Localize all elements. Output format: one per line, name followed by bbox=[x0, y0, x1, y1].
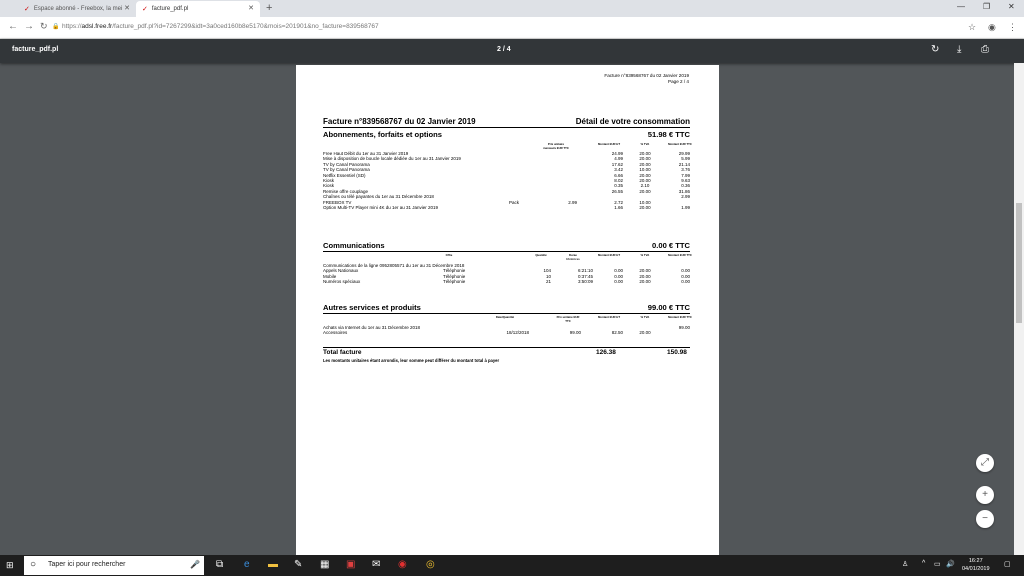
cell-label: Kiosk bbox=[323, 178, 335, 183]
section-total-communications: 0.00 € TTC bbox=[652, 241, 690, 250]
col-tva: % TVA bbox=[640, 315, 650, 319]
cell-tva: 20.00 bbox=[639, 330, 651, 336]
cell-ht: 3.42 bbox=[614, 167, 623, 173]
cell-ht: 82.50 bbox=[611, 330, 623, 336]
cell-ttc: 0.00 bbox=[681, 279, 690, 285]
cell-tva: 10.00 bbox=[639, 199, 651, 205]
cell-tva: 20.00 bbox=[639, 205, 651, 210]
table-row bbox=[323, 269, 690, 274]
cell-tva: 20.00 bbox=[639, 151, 651, 156]
close-icon[interactable]: ✕ bbox=[248, 5, 254, 12]
cell-ht: 0.00 bbox=[614, 279, 623, 285]
tab-strip bbox=[0, 0, 1024, 17]
col-montant-ttc: Montant EUR TTC bbox=[668, 142, 692, 146]
cell-tva: 20.00 bbox=[639, 188, 651, 194]
cell-date: 18/12/2018 bbox=[506, 330, 529, 336]
cell-tva: 20.00 bbox=[639, 178, 651, 183]
cell-ht: 4.99 bbox=[614, 156, 623, 162]
print-icon[interactable]: ⎙ bbox=[981, 44, 989, 55]
window-close-button[interactable]: ✕ bbox=[1008, 2, 1015, 11]
search-placeholder: Taper ici pour rechercher bbox=[48, 561, 126, 568]
cell-offre: Téléphonie bbox=[443, 273, 466, 279]
section-total-abonnements: 51.98 € TTC bbox=[647, 130, 690, 139]
total-ht: 126.38 bbox=[596, 349, 616, 356]
close-icon[interactable]: ✕ bbox=[124, 5, 130, 12]
cell-qte: 10 bbox=[545, 273, 551, 279]
divider bbox=[323, 251, 690, 252]
cell-offre: Téléphonie bbox=[443, 268, 466, 274]
pdf-title: facture_pdf.pl bbox=[12, 46, 59, 53]
col-prix-unitaire: Prix unitaire mensuels EUR TTC bbox=[543, 142, 569, 150]
cell-duree: 3:50:09 bbox=[577, 279, 593, 285]
cell-ht: 6.66 bbox=[614, 172, 623, 178]
cell-ttc: 0.36 bbox=[681, 183, 690, 189]
total-label: Total facture bbox=[323, 349, 362, 356]
cell-tva: 20.00 bbox=[639, 161, 651, 167]
table-row bbox=[323, 280, 690, 285]
col-montant-ht: Montant EUR HT bbox=[597, 315, 621, 319]
table-row bbox=[323, 163, 690, 168]
col-prix-unitaire: Prix unitaire EUR TTC bbox=[556, 315, 580, 323]
reload-icon[interactable]: ↻ bbox=[40, 21, 48, 31]
forward-arrow-icon[interactable]: → bbox=[24, 21, 34, 32]
new-tab-button[interactable]: + bbox=[266, 2, 273, 14]
people-icon[interactable]: ♙ bbox=[902, 561, 909, 568]
minimize-button[interactable]: — bbox=[957, 2, 965, 11]
table-row bbox=[323, 275, 690, 280]
cell-ttc: 2.99 bbox=[681, 194, 690, 200]
tray-chevron-icon[interactable]: ^ bbox=[922, 560, 926, 567]
cell-ttc: 99.00 bbox=[678, 325, 690, 330]
col-tva: % TVA bbox=[640, 142, 650, 146]
table-row bbox=[323, 157, 690, 162]
maximize-button[interactable]: ❐ bbox=[983, 2, 991, 11]
section-title-abonnements: Abonnements, forfaits et options bbox=[323, 130, 442, 139]
cell-label: Achats via Internet du 1er au 31 Décembre 2018 bbox=[323, 325, 421, 330]
cell-ht: 0.00 bbox=[614, 273, 623, 279]
scrollbar-thumb[interactable] bbox=[1016, 203, 1022, 323]
minus-icon: − bbox=[982, 513, 988, 524]
cell-label: Mise à disposition de boucle locale dédiée du 1er au 31 Janvier 2019 bbox=[323, 156, 461, 162]
tab-label: facture_pdf.pl bbox=[151, 6, 189, 12]
cell-tva: 20.00 bbox=[639, 279, 651, 285]
header-page-number: Page 2 / 4 bbox=[668, 79, 689, 84]
cell-prix: 2.99 bbox=[568, 199, 577, 205]
table-row bbox=[323, 331, 690, 336]
clock[interactable] bbox=[962, 557, 990, 573]
table-row bbox=[323, 195, 690, 200]
detail-title: Détail de votre consommation bbox=[575, 117, 690, 126]
table-row bbox=[323, 174, 690, 179]
app-icon[interactable]: ✎ bbox=[294, 559, 303, 570]
cell-offre: Téléphonie bbox=[443, 279, 466, 285]
fit-page-icon: ⤢ bbox=[981, 457, 989, 468]
taskbar-search[interactable] bbox=[24, 556, 204, 575]
divider bbox=[323, 313, 690, 314]
cell-tva: 2.10 bbox=[640, 183, 650, 189]
zoom-in-button[interactable] bbox=[976, 486, 994, 504]
col-date-quantite: Date/Quantité bbox=[495, 315, 515, 319]
col-montant-ht: Montant EUR HT bbox=[597, 253, 621, 257]
cell-label: Mobile bbox=[323, 273, 337, 279]
header-invoice-ref: Facture n°839568767 du 02 Janvier 2019 bbox=[604, 73, 689, 78]
table-row bbox=[323, 168, 690, 173]
clock-date: 04/01/2019 bbox=[962, 566, 990, 572]
cell-label: Communications de la ligne 0952805571 du 1er au 31 Décembre 2018 bbox=[323, 263, 465, 268]
edge-icon[interactable]: e bbox=[244, 559, 250, 570]
cell-qte: 21 bbox=[545, 279, 551, 285]
cell-ttc: 7.99 bbox=[681, 172, 690, 178]
address-bar bbox=[0, 17, 1024, 39]
cell-label: Remise offre couplage bbox=[323, 188, 368, 194]
col-quantite: Quantité bbox=[535, 253, 547, 257]
cell-ttc: 29.99 bbox=[678, 151, 690, 156]
fit-page-button[interactable] bbox=[976, 454, 994, 472]
cell-ht: 26.55 bbox=[611, 188, 623, 194]
table-row bbox=[323, 179, 690, 184]
cell-ht: 24.99 bbox=[611, 151, 623, 156]
cell-tva: 20.00 bbox=[639, 172, 651, 178]
plus-icon: + bbox=[982, 489, 988, 500]
clock-time: 16:27 bbox=[968, 558, 983, 564]
cell-ttc: 5.99 bbox=[681, 156, 690, 162]
tab-facture-pdf[interactable] bbox=[136, 1, 260, 17]
section-title-autres: Autres services et produits bbox=[323, 303, 421, 312]
lock-icon: 🔒 bbox=[52, 24, 60, 30]
cell-ht: 2.72 bbox=[614, 199, 623, 205]
col-montant-ttc: Montant EUR TTC bbox=[668, 315, 692, 319]
col-duree: Durée hh:mm:ss bbox=[566, 253, 580, 261]
cell-duree: 0:37:45 bbox=[577, 273, 593, 279]
url-field[interactable] bbox=[62, 23, 379, 30]
rotate-icon[interactable]: ↻ bbox=[931, 44, 940, 55]
section-total-autres: 99.00 € TTC bbox=[647, 303, 690, 312]
cell-mid: Pack bbox=[509, 199, 520, 205]
file-explorer-icon[interactable]: ▬ bbox=[268, 559, 278, 570]
pdf-toolbar bbox=[0, 39, 1024, 63]
cell-ht: 1.66 bbox=[614, 205, 623, 210]
cell-tva: 20.00 bbox=[639, 268, 651, 274]
table-row bbox=[323, 184, 690, 189]
cell-label: Netflix Essentiel (SD) bbox=[323, 172, 366, 178]
vertical-scrollbar[interactable] bbox=[1014, 63, 1024, 555]
url-prefix: https:// bbox=[62, 23, 82, 30]
media-icon[interactable]: ◉ bbox=[398, 559, 407, 570]
cell-tva: 20.00 bbox=[639, 156, 651, 162]
free-favicon-icon: ✓ bbox=[24, 6, 30, 13]
network-icon[interactable]: ▭ bbox=[934, 561, 941, 568]
cell-label: Appels Nationaux bbox=[323, 268, 359, 274]
col-tva: % TVA bbox=[640, 253, 650, 257]
cell-label: FREEBOX TV bbox=[323, 199, 352, 205]
pdf-favicon-icon: ✓ bbox=[142, 6, 148, 13]
zoom-out-button[interactable] bbox=[976, 510, 994, 528]
total-ttc: 150.98 bbox=[667, 349, 687, 356]
volume-icon[interactable]: 🔊 bbox=[946, 561, 955, 568]
cell-prix: 99.00 bbox=[569, 330, 581, 336]
back-arrow-icon[interactable]: ← bbox=[8, 21, 18, 32]
col-montant-ht: Montant EUR HT bbox=[597, 142, 621, 146]
taskbar bbox=[0, 555, 1024, 576]
gift-icon[interactable]: ▣ bbox=[346, 559, 356, 570]
invoice-title: Facture n°839568767 du 02 Janvier 2019 bbox=[323, 117, 476, 126]
microphone-icon[interactable]: 🎤 bbox=[190, 560, 200, 569]
cell-ttc: 21.14 bbox=[678, 161, 690, 167]
cell-ttc: 0.00 bbox=[681, 273, 690, 279]
tab-label: Espace abonné - Freebox, la mei bbox=[33, 6, 123, 12]
divider bbox=[323, 127, 690, 128]
cell-label: Chaînes ou télé payantes du 1er au 31 Décembre 2018 bbox=[323, 194, 434, 200]
cell-label: Option Multi-TV Player mini 4K du 1er au 31 Janvier 2019 bbox=[323, 205, 439, 210]
chrome-icon[interactable]: ◎ bbox=[426, 559, 435, 570]
menu-dots-icon[interactable]: ⋮ bbox=[1008, 22, 1017, 32]
cell-label: Numéros spéciaux bbox=[323, 279, 361, 285]
cell-tva: 10.00 bbox=[639, 167, 651, 173]
cell-ht: 8.02 bbox=[614, 178, 623, 183]
url-path: /facture_pdf.pl?id=7267299&idt=3a0ced160b8e5170&mois=201901&no_facture=839568767 bbox=[112, 23, 379, 30]
page-indicator: 2 / 4 bbox=[497, 46, 511, 53]
cell-label: TV by Canal Panorama bbox=[323, 161, 370, 167]
table-row bbox=[323, 264, 690, 269]
tab-espace-abonne[interactable] bbox=[18, 1, 136, 17]
task-view-icon[interactable]: ⧉ bbox=[216, 559, 224, 570]
cell-qte: 104 bbox=[543, 268, 551, 274]
mail-icon[interactable]: ✉ bbox=[372, 559, 381, 570]
table-row bbox=[323, 206, 690, 211]
cell-label: Accessoires bbox=[323, 330, 348, 336]
cell-ht: 17.62 bbox=[611, 161, 623, 167]
page-header bbox=[604, 73, 689, 85]
url-host: adsl.free.fr bbox=[81, 23, 113, 30]
cell-ttc: 31.86 bbox=[678, 188, 690, 194]
col-offre: Offre bbox=[445, 253, 453, 257]
pdf-page bbox=[296, 65, 719, 555]
col-montant-ttc: Montant EUR TTC bbox=[668, 253, 692, 257]
cell-label: Kiosk bbox=[323, 183, 335, 189]
bookmark-star-icon[interactable]: ☆ bbox=[968, 22, 977, 32]
store-icon[interactable]: ▦ bbox=[320, 559, 330, 570]
download-icon[interactable]: ⤓ bbox=[957, 44, 962, 55]
cell-ttc: 9.63 bbox=[681, 178, 690, 183]
cell-duree: 6:21:10 bbox=[577, 268, 593, 274]
divider bbox=[323, 347, 690, 348]
cell-ht: 0.35 bbox=[614, 183, 623, 189]
section-title-communications: Communications bbox=[323, 241, 385, 250]
cell-tva: 20.00 bbox=[639, 273, 651, 279]
cell-label: Free Haut Débit du 1er au 31 Janvier 2019 bbox=[323, 151, 409, 156]
rounding-note: Les montants unitaires étant arrondis, leur somme peut différer du montant total à payer bbox=[323, 358, 500, 363]
notification-icon[interactable]: ▢ bbox=[1004, 561, 1011, 568]
cell-ht: 0.00 bbox=[614, 268, 623, 274]
windows-start-icon[interactable]: ⊞ bbox=[6, 560, 14, 570]
cell-label: TV by Canal Panorama bbox=[323, 167, 370, 173]
cell-ttc: 3.76 bbox=[681, 167, 690, 173]
profile-avatar-icon[interactable]: ◉ bbox=[988, 22, 996, 32]
cell-ttc: 1.99 bbox=[681, 205, 690, 210]
cell-ttc: 0.00 bbox=[681, 268, 690, 274]
cortana-icon: ○ bbox=[30, 559, 37, 570]
